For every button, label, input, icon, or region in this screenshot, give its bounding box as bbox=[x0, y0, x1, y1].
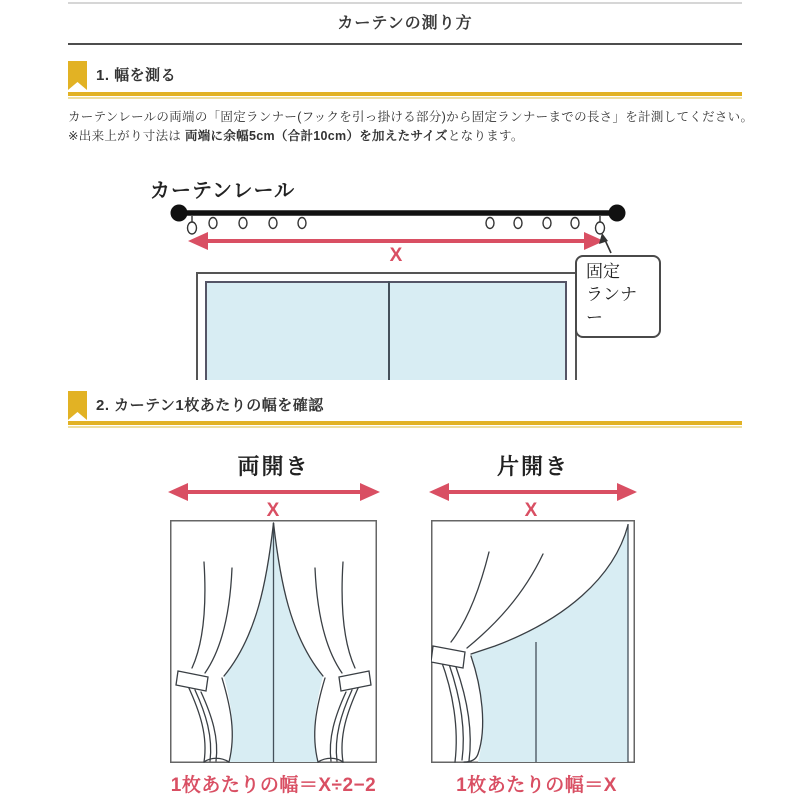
window-divider bbox=[388, 281, 390, 380]
both-open-curtain-illustration bbox=[170, 520, 377, 763]
rail-end-cap-right bbox=[609, 205, 626, 222]
bookmark-icon bbox=[68, 391, 87, 420]
fixed-runner-left bbox=[188, 216, 197, 234]
section-2-underline bbox=[68, 421, 742, 425]
measure-arrow-main bbox=[188, 232, 604, 250]
callout-pointer-arrow bbox=[599, 233, 611, 253]
top-divider bbox=[68, 2, 742, 4]
single-open-title: 片開き bbox=[496, 454, 569, 479]
window-glass bbox=[205, 281, 567, 380]
section-1-underline bbox=[68, 92, 742, 96]
both-open-formula: 1枚あたりの幅＝X÷2−2 bbox=[170, 775, 377, 796]
instruction-line-2-prefix: ※出来上がり寸法は bbox=[68, 129, 185, 143]
single-open-curtain-illustration bbox=[431, 520, 635, 763]
section-2-underline-light bbox=[68, 426, 742, 428]
measure-x-label-main: X bbox=[389, 245, 403, 266]
section-1-underline-light bbox=[68, 97, 742, 99]
measure-arrow-both-open bbox=[168, 482, 380, 502]
single-open-formula: 1枚あたりの幅＝X bbox=[456, 775, 617, 796]
callout-line-2: ランナー bbox=[586, 284, 637, 327]
instruction-line-2-bold: 両端に余幅5cm（合計10cm）を加えたサイズ bbox=[184, 129, 448, 143]
instruction-line-2 bbox=[68, 127, 758, 146]
fixed-runner-callout bbox=[575, 255, 661, 338]
section-1-heading: 1. 幅を測る bbox=[96, 67, 177, 84]
instruction-line-1: カーテンレールの両端の「固定ランナー(フックを引っ掛ける部分)から固定ランナーまでの長さ」を計測してください。 bbox=[68, 110, 754, 124]
title-divider bbox=[68, 43, 742, 45]
bookmark-icon bbox=[68, 61, 87, 90]
page-title: カーテンの測り方 bbox=[337, 15, 473, 32]
runner-rings bbox=[209, 218, 579, 229]
both-open-title: 両開き bbox=[237, 454, 310, 479]
measure-x-label-single: X bbox=[524, 500, 538, 521]
instruction-text bbox=[68, 108, 758, 146]
fixed-runner-right bbox=[596, 216, 605, 234]
rail-end-cap-left bbox=[171, 205, 188, 222]
measure-arrow-single-open bbox=[429, 482, 637, 502]
section-2-heading: 2. カーテン1枚あたりの幅を確認 bbox=[96, 397, 324, 414]
measure-x-label-both: X bbox=[266, 500, 280, 521]
instruction-line-2-suffix: となります。 bbox=[447, 129, 524, 143]
curtain-rail-label: カーテンレール bbox=[150, 180, 296, 202]
callout-line-1: 固定 bbox=[586, 262, 620, 281]
